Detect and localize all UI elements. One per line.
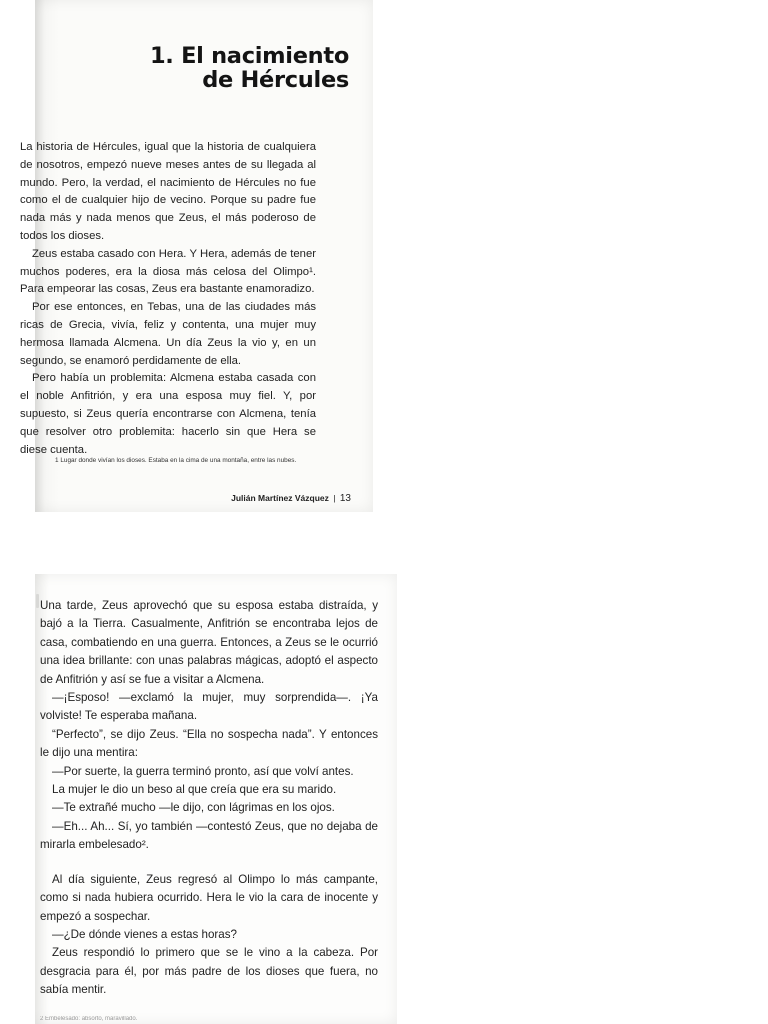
- page-13-body: [20, 139, 316, 459]
- paragraph: Al día siguiente, Zeus regresó al Olimpo lo más campante, como si nada hubiera ocurrido. Hera le vio la cara de inocente y empezó a sospechar.: [40, 872, 378, 923]
- page-14-body: [40, 597, 378, 1000]
- footer-separator: |: [333, 493, 336, 503]
- paragraph: Zeus respondió lo primero que se le vino a la cabeza. Por desgracia para él, por más padre de los dioses que fuera, no sabía mentir.: [40, 946, 378, 997]
- dialogue-line: —¡Esposo! —exclamó la mujer, muy sorprendida—. ¡Ya volviste! Te esperaba mañana.: [40, 691, 378, 723]
- cutoff-footnote: 2 Embelesado: absorto, maravillado.: [40, 1016, 138, 1022]
- chapter-title-line-1: 1. El nacimiento: [149, 43, 349, 69]
- page-number: 13: [339, 493, 351, 504]
- dialogue-line: —Te extrañé mucho —le dijo, con lágrimas en los ojos.: [52, 801, 335, 815]
- author-name: Julián Martínez Vázquez: [231, 493, 329, 503]
- paragraph: La historia de Hércules, igual que la historia de cualquiera de nosotros, empezó nueve meses antes de su llegada al mundo. Pero, la verdad, el nacimiento de Hércules no fue como el de cualquier hijo de vecino. Porque su padre fue nada más y nada menos que Zeus, el más poderoso de todos los dioses.: [20, 141, 316, 242]
- paragraph: “Perfecto”, se dijo Zeus. “Ella no sospecha nada”. Y entonces le dijo una mentira:: [40, 727, 378, 760]
- chapter-title: [150, 44, 349, 92]
- scan-mark: [36, 594, 39, 608]
- paragraph: Pero había un problemita: Alcmena estaba casada con el noble Anfitrión, y era una esposa muy fiel. Y, por supuesto, si Zeus quería encontrarse con Alcmena, tenía que resolver otro problemita: hacerlo sin que Hera se diese cuenta.: [20, 372, 316, 456]
- dialogue-line: —Por suerte, la guerra terminó pronto, así que volví antes.: [52, 764, 354, 778]
- paragraph: Zeus estaba casado con Hera. Y Hera, además de tener muchos poderes, era la diosa más celosa del Olimpo¹. Para empeorar las cosas, Zeus era bastante enamoradizo.: [20, 247, 316, 296]
- paragraph: La mujer le dio un beso al que creía que era su marido.: [52, 783, 337, 797]
- dialogue-line: —Eh... Ah... Sí, yo también —contestó Zeus, que no dejaba de mirarla embelesado².: [40, 819, 378, 852]
- paragraph: Por ese entonces, en Tebas, una de las ciudades más ricas de Grecia, vivía, feliz y contenta, una mujer muy hermosa llamada Alcmena. Un día Zeus la vio y, en un segundo, se enamoró perdidamente de ella.: [20, 301, 316, 367]
- dialogue-line: —¿De dónde vienes a estas horas?: [52, 927, 237, 941]
- page-footer: [231, 493, 351, 504]
- chapter-title-line-2: de Hércules: [202, 67, 349, 93]
- paragraph: Una tarde, Zeus aprovechó que su esposa estaba distraída, y bajó a la Tierra. Casualmente, Anfitrión se encontraba lejos de casa, combatiendo en una guerra. Entonces, a Zeus se le ocurrió una idea brillante: con unas palabras mágicas, adoptó el aspecto de Anfitrión y así se fue a visitar a Alcmena.: [40, 599, 378, 686]
- footnote: 1 Lugar donde vivían los dioses. Estaba en la cima de una montaña, entre las nubes.: [55, 457, 297, 464]
